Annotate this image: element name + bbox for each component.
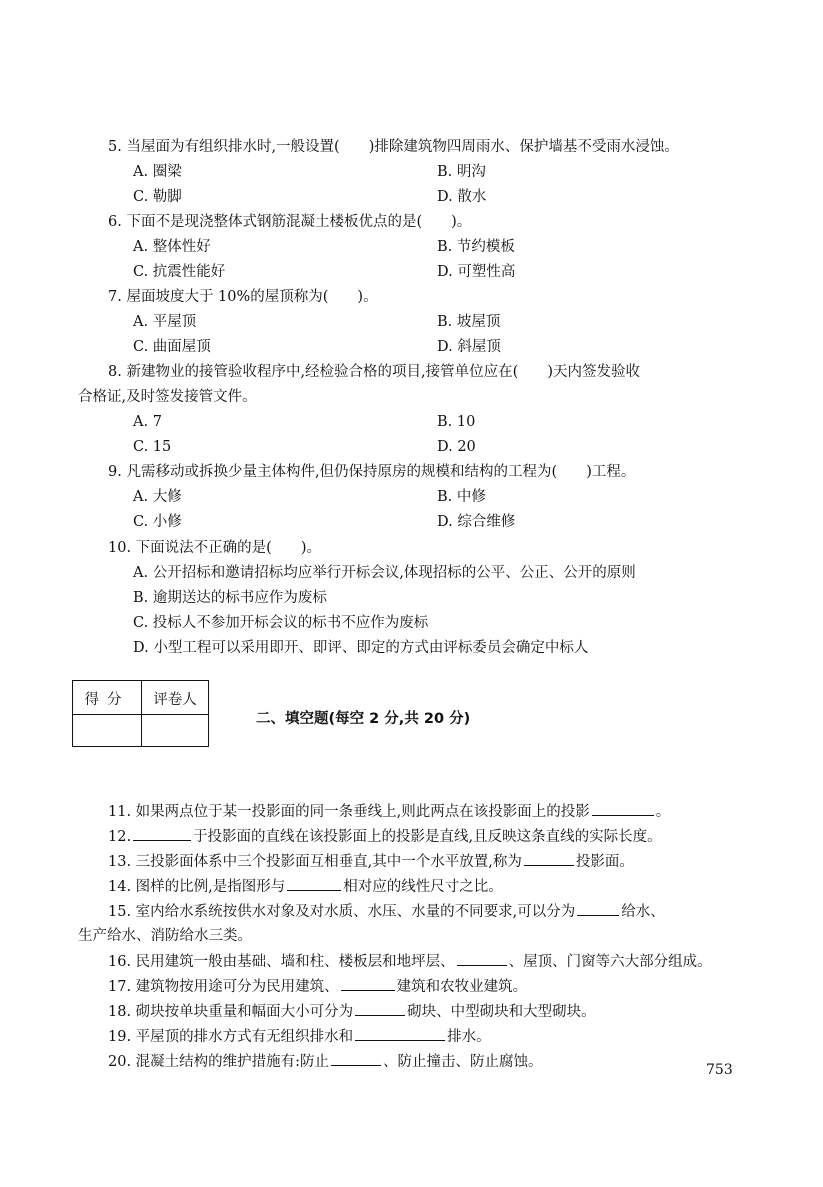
question-10-option-a: A. 公开招标和邀请招标均应举行开标会议,体现招标的公平、公正、公开的原则: [133, 565, 636, 581]
question-10-option-d: D. 小型工程可以采用即开、即评、即定的方式由评标委员会确定中标人: [133, 640, 589, 656]
question-9-stem: 9. 凡需移动或拆换少量主体构件,但仍保持原房的规模和结构的工程为( )工程。: [108, 464, 636, 480]
answer-blank: [355, 1026, 445, 1041]
question-8-option-d: D. 20: [437, 439, 476, 455]
answer-blank: [133, 826, 191, 841]
question-7-option-b: B. 坡屋顶: [437, 314, 501, 330]
answer-blank: [341, 976, 395, 991]
question-8-stem: 8. 新建物业的接管验收程序中,经检验合格的项目,接管单位应在( )天内签发验收: [108, 364, 640, 380]
answer-blank: [592, 801, 654, 816]
question-6-stem: 6. 下面不是现浇整体式钢筋混凝土楼板优点的是( )。: [108, 214, 472, 230]
fill-item-17: 17. 建筑物按用途可分为民用建筑、 建筑和农牧业建筑。: [108, 976, 527, 997]
question-7-option-c: C. 曲面屋顶: [133, 339, 211, 355]
question-5-stem: 5. 当屋面为有组织排水时,一般设置( )排除建筑物四周雨水、保护墙基不受雨水浸蚀。: [108, 139, 679, 155]
question-8-option-a: A. 7: [133, 414, 162, 430]
question-9-option-b: B. 中修: [437, 489, 486, 505]
question-5-option-d: D. 散水: [437, 189, 487, 205]
fill-item-12: 12. 于投影面的直线在该投影面上的投影是直线,且反映这条直线的实际长度。: [108, 826, 662, 847]
fill-item-14: 14. 图样的比例,是指图形与 相对应的线性尺寸之比。: [108, 876, 503, 897]
question-6-option-d: D. 可塑性高: [437, 264, 516, 280]
question-9-option-a: A. 大修: [133, 489, 182, 505]
question-7-option-d: D. 斜屋顶: [437, 339, 501, 355]
score-table-divider-horizontal: [73, 714, 208, 715]
score-table: [72, 680, 209, 747]
answer-blank: [524, 851, 574, 866]
question-8-stem-continued: 合格证,及时签发接管文件。: [78, 389, 257, 405]
answer-blank: [577, 901, 619, 916]
fill-item-16: 16. 民用建筑一般由基础、墙和柱、楼板层和地坪层、 、屋顶、门窗等六大部分组成。: [108, 951, 712, 972]
fill-item-15-continued: 生产给水、消防给水三类。: [78, 928, 252, 944]
page-number: 753: [706, 1062, 733, 1078]
question-9-option-c: C. 小修: [133, 514, 182, 530]
question-10-option-b: B. 逾期送达的标书应作为废标: [133, 590, 327, 606]
fill-item-20: 20. 混凝土结构的维护措施有:防止 、防止撞击、防止腐蚀。: [108, 1051, 543, 1072]
question-7-option-a: A. 平屋顶: [133, 314, 197, 330]
question-10-stem: 10. 下面说法不正确的是( )。: [108, 540, 321, 556]
question-5-option-b: B. 明沟: [437, 164, 486, 180]
question-8-option-b: B. 10: [437, 414, 476, 430]
question-6-option-a: A. 整体性好: [133, 239, 211, 255]
answer-blank: [355, 1001, 405, 1016]
fill-item-13: 13. 三投影面体系中三个投影面互相垂直,其中一个水平放置,称为 投影面。: [108, 851, 634, 872]
question-5-option-a: A. 圈梁: [133, 164, 182, 180]
fill-item-15: 15. 室内给水系统按供水对象及对水质、水压、水量的不同要求,可以分为 给水、: [108, 901, 665, 922]
question-5-option-c: C. 勒脚: [133, 189, 182, 205]
grader-label: 评卷人: [153, 692, 197, 708]
question-7-stem: 7. 屋面坡度大于 10%的屋顶称为( )。: [108, 289, 378, 305]
question-6-option-c: C. 抗震性能好: [133, 264, 226, 280]
question-9-option-d: D. 综合维修: [437, 514, 516, 530]
answer-blank: [457, 951, 507, 966]
question-10-option-c: C. 投标人不参加开标会议的标书不应作为废标: [133, 615, 429, 631]
section-two-title: 二、填空题(每空 2 分,共 20 分): [256, 711, 471, 727]
question-8-option-c: C. 15: [133, 439, 172, 455]
fill-item-18: 18. 砌块按单块重量和幅面大小可分为 砌块、中型砌块和大型砌块。: [108, 1001, 596, 1022]
score-label: 得分: [84, 692, 130, 708]
question-6-option-b: B. 节约模板: [437, 239, 515, 255]
answer-blank: [287, 876, 341, 891]
fill-item-11: 11. 如果两点位于某一投影面的同一条垂线上,则此两点在该投影面上的投影 。: [108, 801, 670, 822]
fill-item-19: 19. 平屋顶的排水方式有无组织排水和 排水。: [108, 1026, 491, 1047]
answer-blank: [331, 1051, 381, 1066]
